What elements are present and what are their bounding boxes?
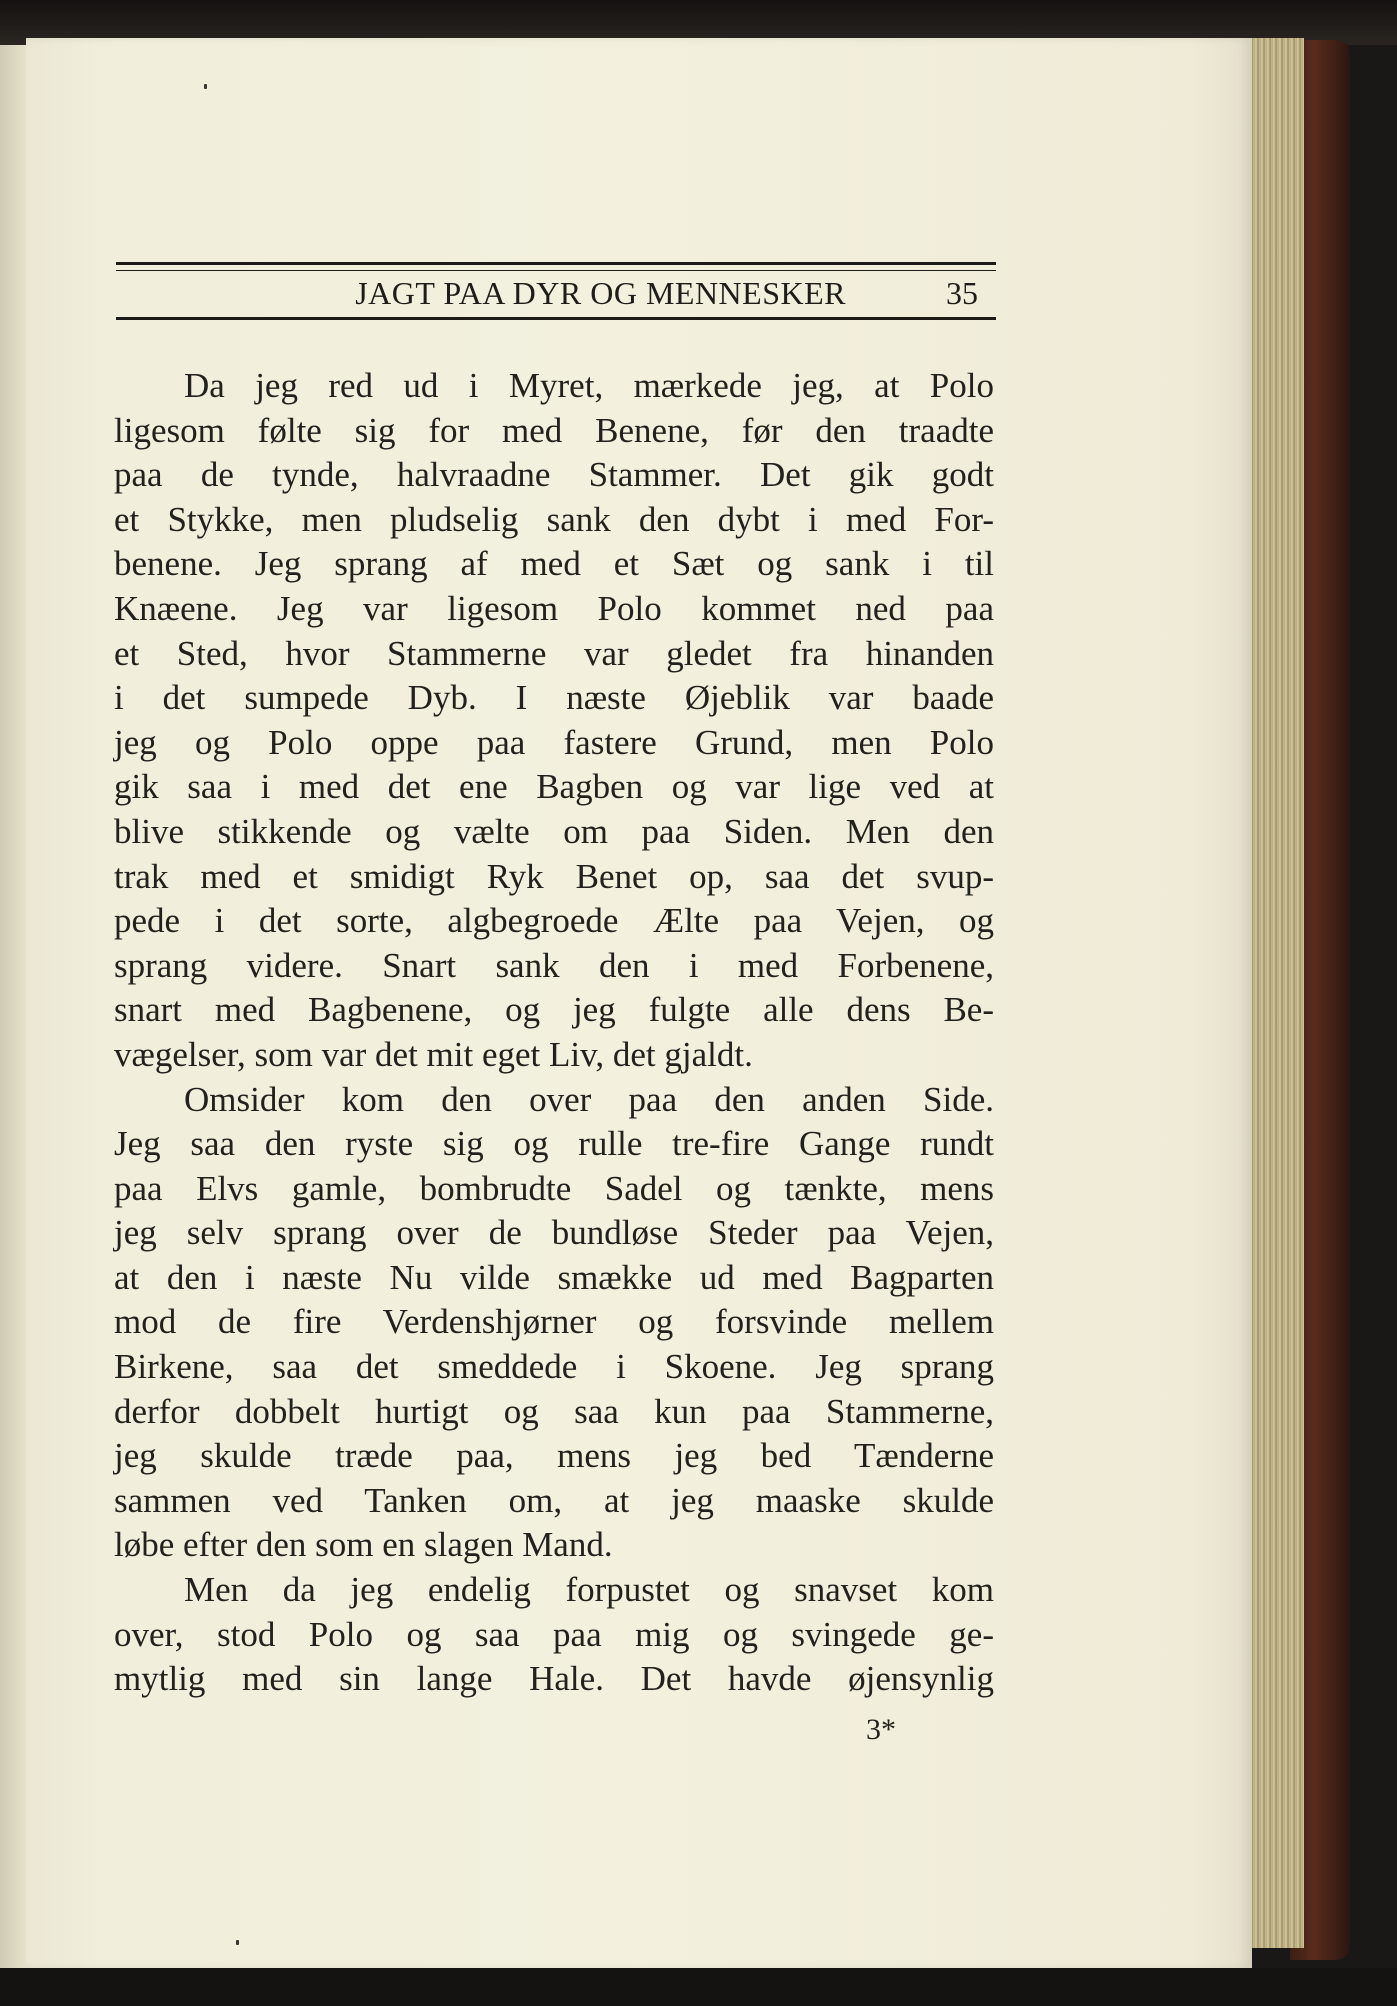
- text-line: Birkene, saa det smeddede i Skoene. Jeg sprang: [114, 1347, 994, 1387]
- text-line: Men da jeg endelig forpustet og snavset kom: [184, 1570, 994, 1610]
- text-line: pede i det sorte, algbegroede Ælte paa Vejen, og: [114, 901, 994, 941]
- text-line: vægelser, som var det mit eget Liv, det gjaldt.: [114, 1034, 753, 1074]
- text-line: løbe efter den som en slagen Mand.: [114, 1525, 613, 1565]
- text-line: paa de tynde, halvraadne Stammer. Det gik godt: [114, 455, 994, 495]
- text-line: sammen ved Tanken om, at jeg maaske skulde: [114, 1480, 994, 1520]
- page-number: 35: [946, 275, 978, 311]
- paper-speck: [236, 1940, 239, 1945]
- text-line: jeg selv sprang over de bundløse Steder paa Vejen,: [114, 1213, 994, 1253]
- text-line: derfor dobbelt hurtigt og saa kun paa Stammerne,: [114, 1391, 994, 1431]
- text-line: paa Elvs gamle, bombrudte Sadel og tænkte, mens: [114, 1168, 994, 1208]
- signature-mark: 3*: [866, 1713, 896, 1746]
- scan-background-bottom: [0, 1968, 1397, 2006]
- text-line: snart med Bagbenene, og jeg fulgte alle dens Be-: [114, 990, 994, 1030]
- header-rule-thick: [116, 262, 996, 265]
- text-line: ligesom følte sig for med Benene, før den traadte: [114, 410, 994, 450]
- text-line: et Sted, hvor Stammerne var gledet fra hinanden: [114, 633, 994, 673]
- text-line: sprang videre. Snart sank den i med Forbenene,: [114, 945, 994, 985]
- text-line: mytlig med sin lange Hale. Det havde øjensynlig: [114, 1659, 994, 1699]
- text-line: Knæene. Jeg var ligesom Polo kommet ned paa: [114, 588, 994, 628]
- text-line: gik saa i med det ene Bagben og var lige ved at: [114, 767, 994, 807]
- running-head-title: JAGT PAA DYR OG MENNESKER: [355, 275, 846, 311]
- text-line: trak med et smidigt Ryk Benet op, saa det svup-: [114, 856, 994, 896]
- header-rule-bottom: [116, 317, 996, 320]
- text-line: benene. Jeg sprang af med et Sæt og sank i til: [114, 544, 994, 584]
- text-line: Omsider kom den over paa den anden Side.: [184, 1079, 994, 1119]
- text-line: Da jeg red ud i Myret, mærkede jeg, at Polo: [184, 366, 994, 405]
- text-line: jeg og Polo oppe paa fastere Grund, men Polo: [114, 722, 994, 762]
- text-line: et Stykke, men pludselig sank den dybt i med For-: [114, 499, 994, 539]
- text-line: at den i næste Nu vilde smække ud med Bagparten: [114, 1257, 994, 1297]
- facing-page-strip: [0, 45, 26, 1970]
- text-line: mod de fire Verdenshjørner og forsvinde mellem: [114, 1302, 994, 1342]
- text-line: blive stikkende og vælte om paa Siden. Men den: [114, 811, 994, 851]
- page-header: [92, 222, 996, 328]
- text-line: jeg skulde træde paa, mens jeg bed Tænderne: [114, 1436, 994, 1476]
- body-text: [114, 364, 994, 1702]
- paper-speck: [204, 84, 207, 89]
- header-rule-thin: [116, 270, 996, 271]
- text-line: i det sumpede Dyb. I næste Øjeblik var baade: [114, 678, 994, 718]
- text-line: Jeg saa den ryste sig og rulle tre-fire Gange rundt: [114, 1124, 994, 1164]
- text-line: over, stod Polo og saa paa mig og svingede ge-: [114, 1614, 994, 1654]
